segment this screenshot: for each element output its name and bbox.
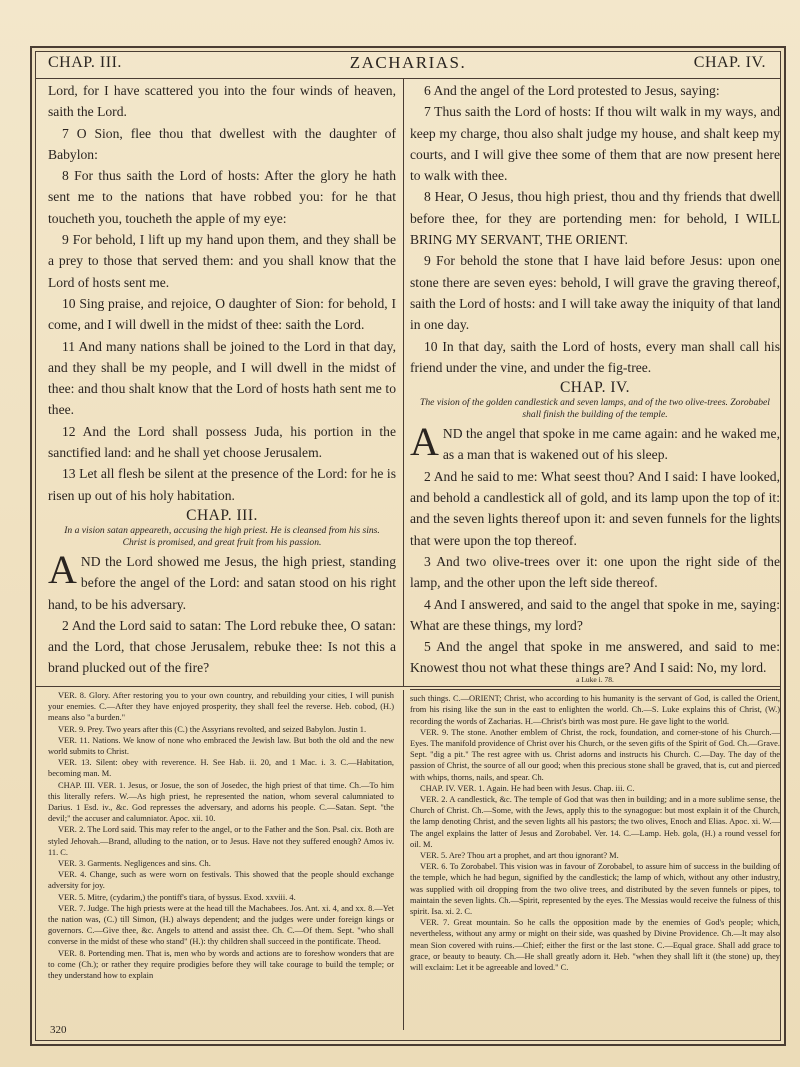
chapter-summary: The vision of the golden candlestick and seven lamps, and of the two olive-trees. Zorobabel shall finish the building of the temple. <box>420 397 770 421</box>
note: VER. 2. A candlestick, &c. The temple of God that was then in building; and in a more sublime sense, the Church of Christ. Ch.—Some, with the Jews, apply this to the synagogue: but most explain it of the Church, the lamp denoting Christ, and the seven lights all his pastors; the two olives, Enoch and Elias. Apoc. xi. W.—The angel explains the latter of Jesus and Zorobabel. Ver. 14. C.—Lamp. Heb. gola, (H.) a round vessel for oil. M. <box>410 795 780 849</box>
verse <box>48 679 396 682</box>
note: VER. 8. Glory. After restoring you to your own country, and rebuilding your cities, I will punish your enemies. C.—After they have enjoyed prosperity, they shall feel the reverse. Heb. cobod, (H.) means also "a burden." <box>48 691 394 723</box>
note: VER. 2. The Lord said. This may refer to the angel, or to the Father and the Son. Psal. cix. Both are styled Jehovah.—Brand, alluding to the nation, or to Jesus. Have not they suffered enough? Amos iv. 11. C. <box>48 825 394 857</box>
running-header <box>36 52 780 78</box>
verse: Lord, for I have scattered you into the four winds of heaven, saith the Lord. <box>48 83 396 120</box>
right-text-column <box>410 80 780 682</box>
note: such things. C.—ORIENT; Christ, who according to his humanity is the servant of God, is called the Orient, from his rising like the sun in the east to enlighten the world. Ch.—S. Luke explains this of Christ, (W.) recording the words of Zacharias. H.—Christ's birth was most pure. He gave light to the world. <box>410 694 780 726</box>
verse: 2 And the Lord said to satan: The Lord rebuke thee, O satan: and the Lord, that chose Jerusalem, rebuke thee: Is not this a brand plucked out of the fire? <box>48 617 396 676</box>
verse: 3 And two olive-trees over it: one upon the right side of the lamp, and the other upon the left side thereof. <box>410 553 780 591</box>
verse: 8 For thus saith the Lord of hosts: After the glory he hath sent me to the nations that have robbed you: for he that toucheth you, toucheth the apple of my eye: <box>48 168 396 226</box>
note: VER. 8. Portending men. That is, men who by words and actions are to foreshow wonders that are to come (Ch.); or rather they require prodigies before they will take courage to build the temple; or they understand how to explain <box>48 948 394 981</box>
note: VER. 5. Mitre, (cydarim,) the pontiff's tiara, of byssus. Exod. xxviii. 4. <box>58 892 296 902</box>
verse: 10 In that day, saith the Lord of hosts, every man shall call his friend under the vine, and under the fig-tree. <box>410 338 780 375</box>
verse: 2 And he said to me: What seest thou? And I said: I have looked, and behold a candlestick all of gold, and its lamp upon the top of it: and the seven lights thereof upon it: and seven funnels for the lights that were upon the top thereof. <box>410 468 780 548</box>
verse: 5 And the angel that spoke in me answered, and said to me: Knowest thou not what these things are? And I said: No, my lord. <box>410 639 780 676</box>
note: VER. 4. Change, such as were worn on festivals. This showed that the people should exchange adversity for joy. <box>48 870 394 891</box>
note: CHAP. IV. VER. 1. Again. He had been with Jesus. Chap. iii. C. <box>420 783 635 793</box>
verse: ND the angel that spoke in me came again: and he waked me, as a man that is wakened out of his sleep. <box>442 426 780 463</box>
verse: 6 And the angel of the Lord protested to Jesus, saying: <box>424 83 720 98</box>
verse: 7 Thus saith the Lord of hosts: If thou wilt walk in my ways, and keep my charge, thou also shalt judge my house, and shalt keep my courts, and I will give thee some of them that are now present here to walk with thee. <box>410 104 780 184</box>
verse: 9 For behold, I lift up my hand upon them, and they shall be a prey to those that served them: and you shall know that the Lord of hosts sent me. <box>48 232 396 290</box>
note: VER. 3. Garments. Negligences and sins. Ch. <box>58 859 211 869</box>
verse: 10 Sing praise, and rejoice, O daughter of Sion: for behold, I come, and I will dwell in the midst of thee: saith the Lord. <box>48 295 396 333</box>
drop-cap: A <box>48 546 77 592</box>
left-text-column <box>48 80 396 682</box>
header-left-chapter: CHAP. III. <box>48 54 122 71</box>
page-number: 320 <box>50 1024 67 1036</box>
verse: 11 And many nations shall be joined to the Lord in that day, and they shall be my people, and I will dwell in the midst of thee: and thou shalt know that the Lord of hosts hath sent me to thee. <box>48 338 396 418</box>
right-commentary <box>410 672 780 1024</box>
notes-divider <box>403 690 404 1030</box>
note: VER. 7. Judge. The high priests were at the head till the Machabees. Jos. Ant. xi. 4, and xx. 8.—Yet the nation was, (C.) till Simon, (H.) always dependent; and the judges were under foreign kings or governors. C.—Give thee, &c. Angels to attend and assist thee. Ch. C.—Of them. Sept. "who shall converse in the midst of these who stand" (H.): thy children shall succeed in the pontificate. Theod. <box>48 903 394 947</box>
footnote-reference: a Luke i. 78. <box>576 675 614 684</box>
header-rule <box>36 78 780 79</box>
note: CHAP. III. VER. 1. Jesus, or Josue, the son of Josedec, the high priest of that time. Ch.—To him this literally refers. W.—As high priest, he represented the nation, whom several calumniated to Darius. 1 Esd. iv., &c. God represses the adversary, and adorns his people. C.—Satan. Sept. "the devil;" the accuser and calumniator. Apoc. xii. 10. <box>48 780 394 824</box>
header-right-chapter: CHAP. IV. <box>693 54 766 71</box>
note: VER. 9. The stone. Another emblem of Christ, the rock, foundation, and corner-stone of his Church.—Eyes. The manifold providence of Christ over his Church, or the seven gifts of the Spirit of God. Ch.—Grave. Sept. "dig a pit." The rest agree with us. Christ adorns and instructs his Church. C.—Day. The day of the passion of Christ, the source of all our good; when this precious stone shall be graved, that is, cut and pierced with whips, thorns, nails, and spear. Ch. <box>410 727 780 782</box>
note: VER. 6. To Zorobabel. This vision was in favour of Zorobabel, to assure him of success in the building of the temple, which he had begun, signified by the candlestick; the lamp of which, without any other industry, was supplied with oil dropping from the two olive trees, and distributed by the seven funnels or pipes, to maintain the seven lights. Ch.—Spirit, represented by the eyes. The Messias would receive the fulness of this spirit. Isa. xi. 2. C. <box>410 862 780 917</box>
header-book-title: ZACHARIAS. <box>349 53 467 72</box>
verse: 12 And the Lord shall possess Juda, his portion in the sanctified land: and he shall yet choose Jerusalem. <box>48 423 396 461</box>
chapter-title: CHAP. IV. <box>559 379 631 397</box>
verse: 9 For behold the stone that I have laid before Jesus: upon one stone there are seven eyes: behold, I will grave the graving thereof, saith the Lord of hosts: and I will take away the iniquity of that land in one day. <box>410 253 780 333</box>
note: VER. 9. Prey. Two years after this (C.) the Assyrians revolted, and seized Babylon. Justin 1. <box>58 724 367 734</box>
verse: 4 And I answered, and said to the angel that spoke in me, saying: What are these things, my lord? <box>410 596 780 633</box>
note: VER. 5. Are? Thou art a prophet, and art thou ignorant? M. <box>420 851 619 861</box>
verse: 8 Hear, O Jesus, thou high priest, thou and thy friends that dwell before thee, for they are portending men: for behold, I WILL BRING MY SERVANT, THE ORIENT. <box>410 189 780 248</box>
verse: 13 Let all flesh be silent at the presence of the Lord: for he is risen up out of his holy habitation. <box>48 466 396 503</box>
note: VER. 7. Great mountain. So he calls the opposition made by the enemies of God's people; which, nevertheless, without any army or might on their side, was quashed by Divine Providence. Ch.—It may also mean Sion covered with ruins.—Chief; either the first or the last stone. C.—Equal grace. Shall add grace to grace, or beauty to beauty. Ch.—He shall greatly adorn it. Heb. "when they shall lift it (the stone) up, they will exclaim: Let it be agreeable and loved." C. <box>410 918 780 973</box>
drop-cap: A <box>410 419 439 465</box>
column-divider <box>403 78 404 686</box>
chapter-summary: In a vision satan appeareth, accusing the high priest. He is cleansed from his sins. Christ is promised, and great fruit from his passion. <box>64 524 380 548</box>
note: VER. 13. Silent: obey with reverence. H. See Hab. ii. 20, and 1 Mac. i. 3. C.—Habitation, becoming man. M. <box>48 758 394 779</box>
left-commentary <box>48 690 394 1024</box>
verse: 7 O Sion, flee thou that dwellest with the daughter of Babylon: <box>48 125 396 162</box>
verse: ND the Lord showed me Jesus, the high priest, standing before the angel of the Lord: and satan stood on his right hand, to be his adversary. <box>48 553 396 612</box>
note: VER. 11. Nations. We know of none who embraced the Jewish law. But both the old and the new world submits to Christ. <box>48 735 394 757</box>
chapter-title: CHAP. III. <box>186 506 258 524</box>
